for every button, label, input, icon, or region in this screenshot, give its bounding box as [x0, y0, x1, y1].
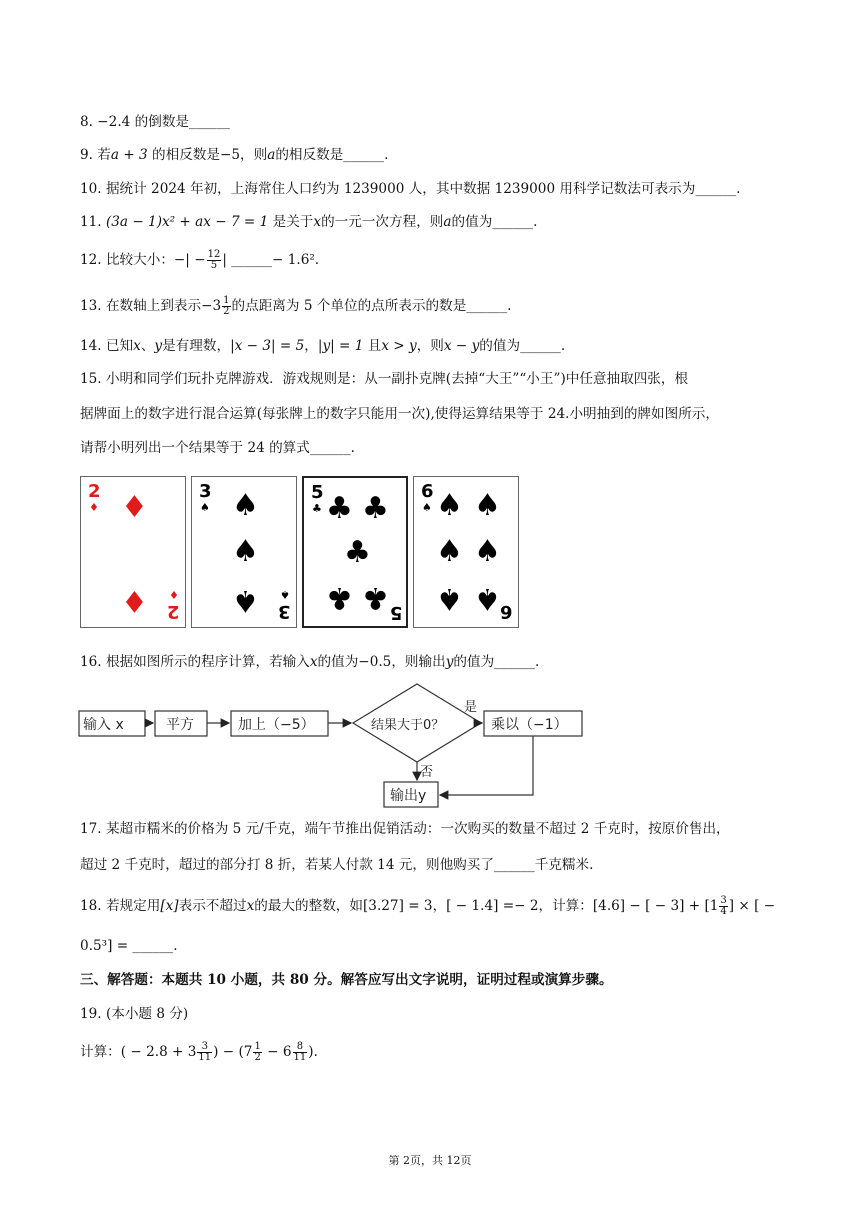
q18-example-1: [3.27] = 3 [363, 898, 433, 914]
spade-icon: ♠ [436, 534, 463, 569]
q12-blank: ______ [231, 252, 273, 268]
q9-number: 9. [80, 147, 98, 163]
card-rank: 2 [167, 601, 180, 622]
club-icon: ♣ [312, 502, 322, 515]
q19-fraction-2 [253, 1042, 261, 1063]
spade-icon: ♠ [474, 534, 501, 569]
q12-frac-num: 12 [207, 249, 221, 260]
q11-var2: a [443, 214, 452, 230]
card-rank: 3 [278, 601, 291, 622]
q9-text-a: 若 [97, 147, 111, 163]
q14-text-b: 是有理数， [162, 338, 231, 354]
q11-text-c: 的一元一次方程，则 [321, 214, 444, 230]
spade-icon: ♠ [280, 588, 290, 601]
question-15-line-1: 15. 小明和同学们玩扑克牌游戏．游戏规则是：从一副扑克牌(去掉“大王”“小王”)中任意抽取四张，根 [80, 371, 689, 387]
card-rank: 5 [311, 482, 324, 503]
q19-frac2-num: 1 [254, 1041, 261, 1052]
q9-text-b: 的相反数是−5，则 [147, 147, 268, 163]
q9-end: . [384, 147, 389, 163]
club-icon: ♣ [362, 580, 389, 615]
q18-expr-a: [4.6] − [ − 3] + [1 [592, 898, 719, 914]
q17-blank: ______ [493, 857, 535, 873]
q14-number: 14. [80, 338, 106, 354]
flow-yes-label: 是 [464, 700, 478, 715]
q14-diff: x − y [443, 338, 480, 354]
q19-frac3-den: 11 [293, 1052, 307, 1063]
q13-end: . [507, 298, 512, 314]
question-17-line-1: 17. 某超市糯米的价格为 5 元/千克，端午节推出促销活动：一次购买的数量不超过 2 千克时，按原价售出， [80, 821, 730, 837]
club-icon: ♣ [326, 491, 353, 526]
q19-frac3-num: 8 [293, 1042, 308, 1053]
q14-blank: ______ [520, 338, 561, 354]
q11-var1: x [313, 214, 322, 230]
club-icon: ♣ [362, 491, 389, 526]
q14-text-e: ，则 [416, 338, 444, 354]
q12-text-mid: | [222, 252, 232, 268]
q19-frac1-den: 11 [198, 1052, 212, 1063]
spade-icon: ♠ [232, 534, 259, 569]
q12-frac-den: 5 [210, 260, 218, 271]
q15-blank: ______ [309, 440, 351, 456]
flow-no-label: 否 [420, 765, 434, 780]
club-icon: ♣ [344, 535, 371, 570]
q13-blank: ______ [466, 298, 508, 314]
spade-icon: ♠ [232, 488, 259, 523]
q14-text-a: 已知 [105, 338, 134, 354]
q9-text-c: 的相反数是 [275, 147, 344, 163]
q14-text-d: 且 [363, 338, 382, 354]
question-17-line-2 [80, 855, 593, 875]
q9-expr: a + 3 [110, 147, 148, 163]
q18-expr-c: 0.5³] = [80, 938, 133, 954]
q17-text-post: 千克糯米. [534, 857, 594, 873]
question-18-line-2 [80, 936, 178, 956]
q16-text-a: 根据如图所示的程序计算，若输入 [105, 654, 310, 670]
q15-text: 请帮小明列出一个结果等于 24 的算式 [80, 440, 310, 456]
q15-end: . [350, 440, 355, 456]
spade-icon: ♠ [436, 581, 463, 616]
q14-ineq: x > y [381, 338, 417, 354]
card-rank: 5 [390, 602, 403, 623]
q18-frac-num: 3 [720, 895, 727, 906]
q19-fraction-1 [197, 1042, 212, 1063]
q16-text-b: 的值为−0.5，则输出 [317, 654, 446, 670]
q8-blank: ______ [189, 114, 230, 130]
q19-text-c: − 6 [262, 1044, 292, 1060]
q16-var-x: x [309, 654, 318, 670]
q11-end: . [533, 214, 538, 230]
q18-number: 18. [80, 898, 106, 914]
q18-text-a: 若规定用 [105, 898, 161, 914]
flow-multiply-label: 乘以（−1） [491, 717, 568, 733]
q13-frac-num: 1 [223, 295, 230, 306]
q8-text: −2.4 的倒数是 [97, 114, 190, 130]
q14-var-x: x [133, 338, 141, 354]
diamond-icon: ♦ [121, 583, 148, 618]
q14-var-y: y [154, 338, 163, 354]
q16-end: . [534, 654, 540, 670]
q10-text: 据统计 2024 年初，上海常住人口约为 1239000 人，其中数据 1239000 用科学记数法可表示为 [105, 181, 696, 197]
q18-bracket-x: [x] [160, 898, 179, 914]
q9-var: a [267, 147, 276, 163]
card-rank: 2 [88, 481, 101, 502]
q18-text-d: ， [432, 898, 447, 914]
diamond-icon: ♦ [169, 588, 179, 601]
q9-blank: ______ [343, 147, 385, 163]
page-footer: 第 2页，共 12页 [388, 1154, 472, 1167]
q18-frac-den: 4 [720, 906, 727, 917]
q14-sep: 、 [140, 338, 155, 354]
q18-blank: ______ [132, 938, 174, 954]
question-19-heading: 19. (本小题 8 分) [80, 1006, 189, 1022]
card-rank: 6 [500, 601, 513, 622]
q18-example-2: [ − 1.4] =− 2 [446, 898, 539, 914]
q10-number: 10. [80, 181, 106, 197]
card-rank: 6 [421, 481, 434, 502]
spade-icon: ♠ [422, 501, 432, 514]
q8-number: 8. [80, 114, 98, 130]
q13-number: 13. [80, 298, 106, 314]
q12-text-pre: 比较大小：−| − [105, 252, 206, 268]
spade-icon: ♠ [474, 581, 501, 616]
q10-end: . [736, 181, 741, 197]
diamond-icon: ♦ [121, 490, 148, 525]
q18-end: . [173, 938, 178, 954]
q18-text-b: 表示不超过 [178, 898, 247, 914]
q19-text-b: ) − (7 [213, 1044, 253, 1060]
q19-frac1-num: 3 [197, 1042, 212, 1053]
q16-text-c: 的值为 [453, 654, 495, 670]
q19-text-a: 计算：( − 2.8 + 3 [80, 1044, 197, 1060]
question-19-calc [80, 1042, 318, 1063]
q18-var-x: x [246, 898, 255, 914]
q18-expr-b: ] × [ − [728, 898, 776, 914]
q10-blank: ______ [695, 181, 737, 197]
q12-number: 12. [80, 252, 106, 268]
q11-text-d: 的值为 [451, 214, 493, 230]
flow-square-label: 平方 [166, 717, 194, 733]
q11-expr: (3a − 1)x² + ax − 7 = 1 [105, 214, 269, 230]
q14-abs2: |y| = 1 [317, 338, 364, 354]
q14-end: . [560, 338, 566, 354]
diamond-icon: ♦ [89, 501, 99, 514]
spade-icon: ♠ [232, 583, 259, 618]
card-rank: 3 [199, 481, 212, 502]
q17-text-pre: 超过 2 千克时，超过的部分打 8 折，若某人付款 14 元，则他购买了 [80, 857, 494, 873]
flow-condition-label: 结果大于0？ [371, 718, 445, 733]
spade-icon: ♠ [474, 488, 501, 523]
question-15-line-2: 据牌面上的数字进行混合运算(每张牌上的数字只能用一次),使得运算结果等于 24.小明抽到的牌如图所示， [80, 406, 719, 422]
club-icon: ♣ [326, 580, 353, 615]
q13-text-pre: 在数轴上到表示−3 [105, 298, 222, 314]
q19-frac2-den: 2 [254, 1052, 261, 1063]
q11-blank: ______ [492, 214, 534, 230]
q16-blank: ______ [494, 654, 535, 670]
q14-text-c: ， [304, 338, 318, 354]
q13-text-post: 的点距离为 5 个单位的点所表示的数是 [231, 298, 467, 314]
q11-text-b: 是关于 [268, 214, 314, 230]
q16-var-y: y [445, 654, 454, 670]
section-3-heading: 三、解答题：本题共 10 小题，共 80 分。解答应写出文字说明，证明过程或演算步骤。 [80, 972, 613, 988]
spade-icon: ♠ [436, 488, 463, 523]
q19-fraction-3 [293, 1042, 308, 1063]
q13-frac-den: 2 [223, 306, 230, 317]
flow-add-label: 加上（−5） [238, 717, 315, 733]
q16-number: 16. [80, 654, 106, 670]
q18-text-c: 的最大的整数，如 [254, 898, 363, 914]
q12-text-post: − 1.6². [272, 252, 320, 268]
q11-number: 11. [80, 214, 106, 230]
q14-text-f: 的值为 [479, 338, 521, 354]
question-18-line-1 [80, 896, 775, 917]
q18-text-e: ，计算： [538, 898, 593, 914]
spade-icon: ♠ [200, 501, 210, 514]
flow-input-label: 输入 x [83, 717, 124, 733]
q19-text-d: ). [308, 1044, 318, 1060]
q14-abs1: |x − 3| = 5 [230, 338, 305, 354]
q18-fraction [719, 896, 727, 917]
flow-output-label: 输出y [390, 788, 427, 804]
